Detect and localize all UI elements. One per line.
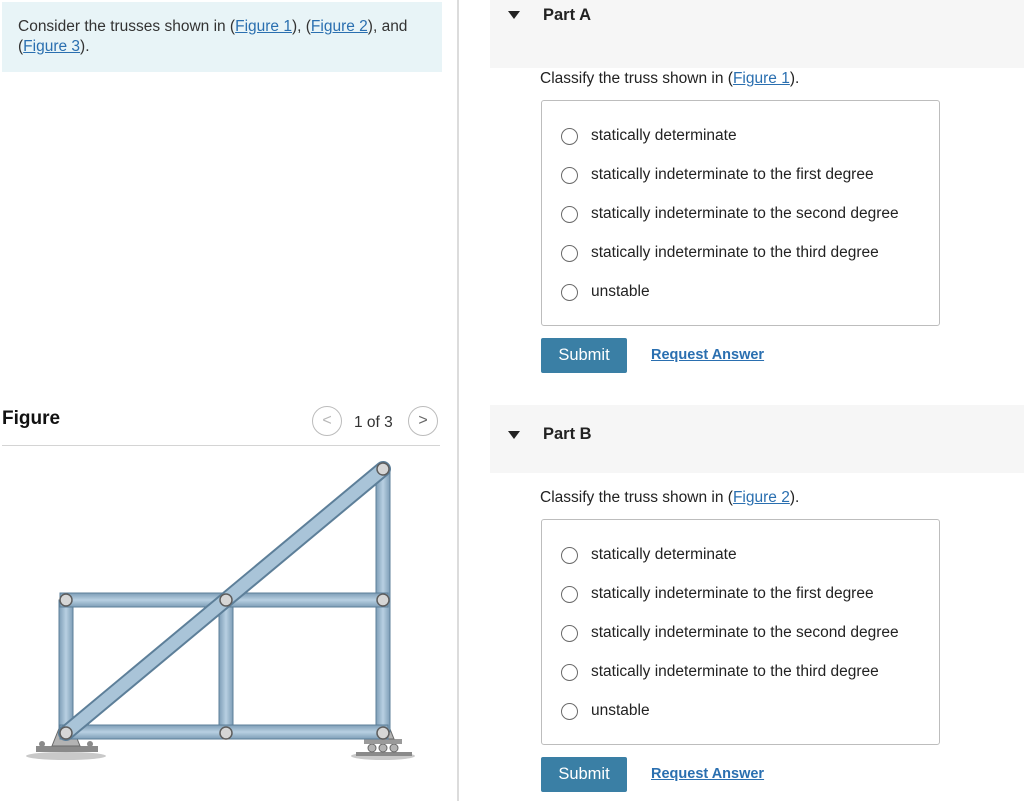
part-a-question: [540, 70, 799, 88]
question-text: Classify the truss shown in (: [540, 489, 733, 506]
option-label: unstable: [591, 702, 650, 719]
part-a-figure-link[interactable]: Figure 1: [732, 70, 790, 87]
figure-title: Figure: [2, 408, 61, 429]
part-b-option[interactable]: [561, 660, 879, 684]
caret-down-icon: [508, 431, 520, 439]
radio-button[interactable]: [561, 245, 578, 262]
radio-button[interactable]: [561, 128, 578, 145]
intro-text: ), and: [367, 18, 408, 35]
joint: [377, 463, 389, 475]
option-label: statically determinate: [591, 127, 737, 144]
option-label: statically indeterminate to the second degree: [591, 624, 899, 641]
part-b-option[interactable]: [561, 543, 737, 567]
member-vertical-middle: [219, 600, 233, 732]
part-a-option[interactable]: [561, 124, 737, 148]
part-b-title: Part B: [543, 425, 592, 443]
radio-button[interactable]: [561, 167, 578, 184]
joint: [220, 727, 232, 739]
next-figure-button[interactable]: [408, 406, 438, 436]
part-b-option[interactable]: [561, 699, 650, 723]
option-label: statically indeterminate to the third degree: [591, 663, 879, 680]
part-b-option[interactable]: [561, 621, 899, 645]
joint: [220, 594, 232, 606]
intro-text: Consider the trusses shown in (: [18, 18, 236, 35]
figure-header: [2, 404, 440, 446]
chevron-right-icon: >: [418, 412, 428, 429]
truss-figure: [0, 452, 440, 782]
part-b-header[interactable]: [490, 405, 1024, 473]
previous-figure-button[interactable]: [312, 406, 342, 436]
part-b-options: [541, 519, 940, 745]
part-a-option[interactable]: [561, 163, 874, 187]
part-b-submit-button[interactable]: Submit: [541, 757, 627, 792]
option-label: statically indeterminate to the first degree: [591, 585, 874, 602]
radio-button[interactable]: [561, 664, 578, 681]
radio-button[interactable]: [561, 284, 578, 301]
question-text: ).: [789, 489, 800, 506]
question-text: Classify the truss shown in (: [540, 70, 733, 87]
option-label: unstable: [591, 283, 650, 300]
radio-button[interactable]: [561, 703, 578, 720]
part-b-option[interactable]: [561, 582, 874, 606]
joint: [377, 727, 389, 739]
part-a-header[interactable]: [490, 0, 1024, 68]
part-a-submit-button[interactable]: Submit: [541, 338, 627, 373]
figure-pager: 1 of 3: [354, 414, 393, 431]
part-a-option[interactable]: [561, 280, 650, 304]
chevron-left-icon: <: [322, 412, 332, 429]
radio-button[interactable]: [561, 625, 578, 642]
option-label: statically indeterminate to the second degree: [591, 205, 899, 222]
option-label: statically indeterminate to the third degree: [591, 244, 879, 261]
member-vertical-left: [59, 600, 73, 732]
intro-text: ).: [80, 38, 90, 55]
pane-divider: [457, 0, 459, 801]
part-b-request-answer-link[interactable]: Request Answer: [651, 766, 765, 782]
part-a-options: [541, 100, 940, 326]
part-b-figure-link[interactable]: Figure 2: [732, 489, 790, 506]
radio-button[interactable]: [561, 547, 578, 564]
part-a-option[interactable]: [561, 202, 899, 226]
problem-statement: [2, 2, 442, 72]
option-label: statically indeterminate to the first degree: [591, 166, 874, 183]
figure-2-link[interactable]: Figure 2: [310, 18, 368, 35]
radio-button[interactable]: [561, 586, 578, 603]
joint: [60, 594, 72, 606]
joint: [377, 594, 389, 606]
caret-down-icon: [508, 11, 520, 19]
question-text: ).: [789, 70, 800, 87]
part-b-question: [540, 489, 799, 507]
left-pane: [0, 0, 458, 801]
intro-text: (: [18, 38, 24, 55]
joint: [60, 727, 72, 739]
part-a-option[interactable]: [561, 241, 879, 265]
radio-button[interactable]: [561, 206, 578, 223]
ground-shadow: [26, 752, 106, 760]
figure-3-link[interactable]: Figure 3: [23, 38, 81, 55]
part-a-title: Part A: [543, 6, 591, 24]
figure-1-link[interactable]: Figure 1: [235, 18, 292, 35]
option-label: statically determinate: [591, 546, 737, 563]
part-a-request-answer-link[interactable]: Request Answer: [651, 347, 765, 363]
intro-text: ), (: [291, 18, 311, 35]
